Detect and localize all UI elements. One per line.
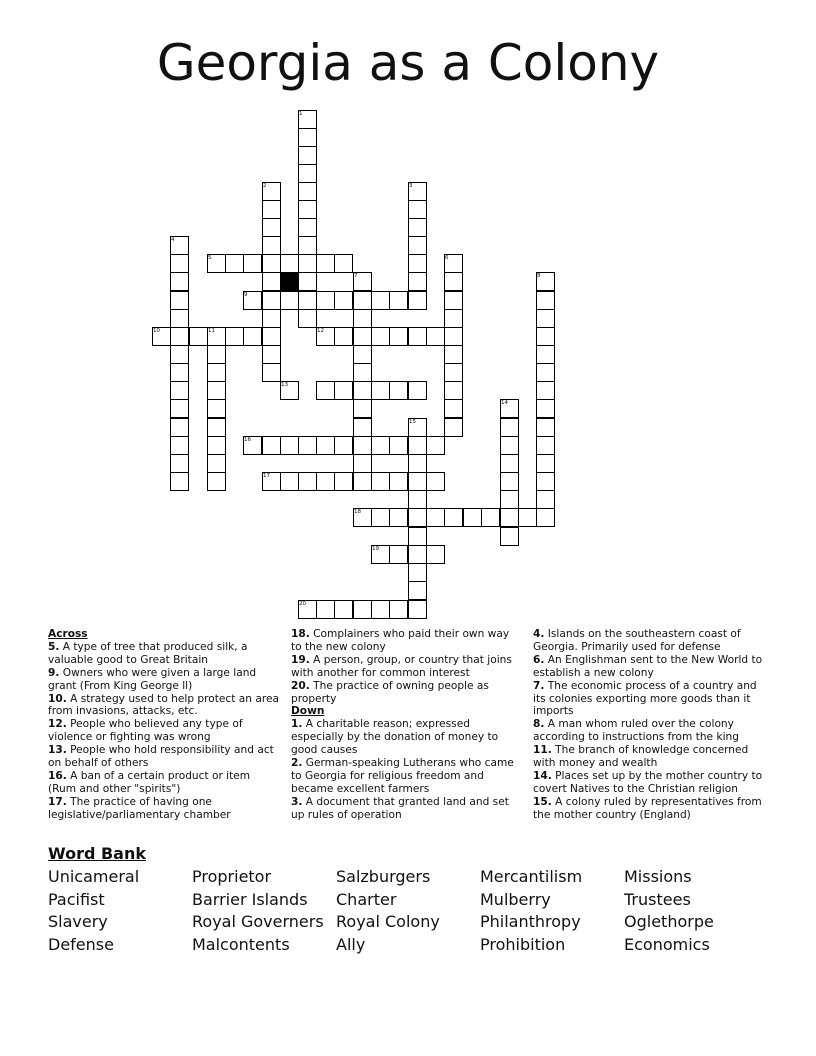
grid-cell[interactable] xyxy=(500,527,519,546)
word-bank-item: Pacifist xyxy=(48,889,105,909)
clue-item-text: An Englishman sent to the New World to establish a new colony xyxy=(533,653,763,679)
grid-cell[interactable] xyxy=(262,272,281,291)
grid-cell[interactable] xyxy=(536,291,555,310)
grid-cell[interactable] xyxy=(225,254,244,273)
clue-item-number: 9. xyxy=(48,666,60,679)
grid-cell[interactable] xyxy=(353,345,372,364)
grid-cell[interactable] xyxy=(280,472,299,491)
clue-item-number: 19. xyxy=(291,653,310,666)
clue-item-number: 1. xyxy=(291,718,303,731)
clue-item xyxy=(291,680,523,706)
grid-cell[interactable] xyxy=(170,454,189,473)
word-bank-item: Ally xyxy=(336,935,366,955)
clue-number: 18 xyxy=(354,508,361,515)
grid-cell[interactable] xyxy=(408,527,427,546)
grid-cell[interactable] xyxy=(444,291,463,310)
word-bank-item: Mercantilism xyxy=(480,867,583,886)
grid-cell[interactable] xyxy=(170,291,189,310)
word-bank-item: Missions xyxy=(624,867,692,886)
clue-item-text: Places set up by the mother country to covert Natives to the Christian religion xyxy=(533,769,763,795)
word-bank-item: Trustees xyxy=(624,889,691,909)
grid-cell[interactable] xyxy=(262,345,281,364)
grid-cell[interactable] xyxy=(298,146,317,165)
grid-cell[interactable] xyxy=(444,327,463,346)
grid-cell[interactable] xyxy=(408,472,427,491)
grid-cell[interactable] xyxy=(389,508,408,527)
grid-cell[interactable] xyxy=(280,254,299,273)
word-bank-item: Proprietor xyxy=(192,867,272,886)
clue-item-number: 16. xyxy=(48,769,67,782)
grid-cell[interactable] xyxy=(353,399,372,418)
grid-cell[interactable] xyxy=(316,472,335,491)
grid-cell[interactable] xyxy=(334,381,353,400)
grid-cell[interactable] xyxy=(334,472,353,491)
grid-cell[interactable] xyxy=(463,508,482,527)
clue-item-text: The practice of having one legislative/parliamentary chamber xyxy=(48,795,231,821)
grid-cell[interactable] xyxy=(408,545,427,564)
grid-cell[interactable] xyxy=(353,600,372,619)
clue-item-number: 6. xyxy=(533,653,545,666)
grid-cell[interactable] xyxy=(316,381,335,400)
clue-number: 8 xyxy=(537,272,541,279)
grid-cell[interactable] xyxy=(316,254,335,273)
clue-item-number: 2. xyxy=(291,757,303,770)
word-bank xyxy=(48,866,788,957)
grid-cell[interactable] xyxy=(371,600,390,619)
clue-item xyxy=(291,757,523,796)
clue-item xyxy=(48,693,280,719)
grid-cell[interactable] xyxy=(536,327,555,346)
word-bank-item: Prohibition xyxy=(480,935,566,955)
clue-item xyxy=(533,770,769,796)
clues-column-2 xyxy=(291,628,523,822)
clue-item-text: Islands on the southeastern coast of Georgia. Primarily used for defense xyxy=(533,628,741,653)
clue-item xyxy=(291,654,523,680)
grid-cell[interactable] xyxy=(408,200,427,219)
grid-cell[interactable] xyxy=(408,490,427,509)
grid-cell[interactable] xyxy=(536,381,555,400)
grid-cell[interactable] xyxy=(444,309,463,328)
clue-item-text: The practice of owning people as property xyxy=(291,679,489,705)
word-bank-item: Philanthropy xyxy=(480,912,581,932)
grid-cell[interactable] xyxy=(371,508,390,527)
clue-number: 3 xyxy=(409,182,413,189)
grid-cell[interactable] xyxy=(426,545,445,564)
clue-number: 5 xyxy=(208,254,212,261)
clue-item-number: 3. xyxy=(291,795,303,808)
grid-cell[interactable] xyxy=(426,508,445,527)
grid-cell[interactable] xyxy=(389,436,408,455)
grid-cell[interactable] xyxy=(262,254,281,273)
grid-cell[interactable] xyxy=(243,327,262,346)
clue-number: 2 xyxy=(263,182,267,189)
grid-cell[interactable] xyxy=(262,291,281,310)
grid-cell[interactable] xyxy=(389,291,408,310)
grid-cell[interactable] xyxy=(389,472,408,491)
clue-number: 10 xyxy=(153,327,160,334)
clue-item xyxy=(533,628,769,654)
grid-cell[interactable] xyxy=(536,508,555,527)
grid-cell[interactable] xyxy=(536,345,555,364)
clue-number: 14 xyxy=(501,399,508,406)
grid-cell[interactable] xyxy=(500,472,519,491)
grid-cell[interactable] xyxy=(280,291,299,310)
grid-cell[interactable] xyxy=(316,600,335,619)
grid-block xyxy=(280,272,299,291)
clue-item-number: 18. xyxy=(291,628,310,640)
grid-cell[interactable] xyxy=(170,381,189,400)
clue-item-text: A man whom ruled over the colony according to instructions from the king xyxy=(533,718,739,744)
clue-item-number: 20. xyxy=(291,679,310,692)
clue-item xyxy=(48,796,280,822)
clue-number: 13 xyxy=(281,381,288,388)
grid-cell[interactable] xyxy=(243,254,262,273)
clue-item xyxy=(48,718,280,744)
grid-cell[interactable] xyxy=(280,436,299,455)
clue-item-number: 14. xyxy=(533,769,552,782)
clue-item-number: 10. xyxy=(48,692,67,705)
grid-cell[interactable] xyxy=(500,490,519,509)
grid-cell[interactable] xyxy=(408,381,427,400)
clue-item xyxy=(48,667,280,693)
word-bank-item: Unicameral xyxy=(48,867,140,886)
clue-item xyxy=(291,718,523,757)
clue-number: 7 xyxy=(354,272,358,279)
grid-cell[interactable] xyxy=(408,327,427,346)
word-bank-item: Charter xyxy=(336,889,397,909)
grid-cell[interactable] xyxy=(353,327,372,346)
grid-cell[interactable] xyxy=(536,472,555,491)
grid-cell[interactable] xyxy=(262,309,281,328)
clue-item-text: A charitable reason; expressed especially by the donation of money to good causes xyxy=(291,718,499,757)
word-bank-item: Royal Governers xyxy=(192,912,324,932)
grid-cell[interactable] xyxy=(262,236,281,255)
grid-cell[interactable] xyxy=(207,418,226,437)
grid-cell[interactable] xyxy=(170,272,189,291)
grid-cell[interactable] xyxy=(536,490,555,509)
grid-cell[interactable] xyxy=(170,472,189,491)
grid-cell[interactable] xyxy=(353,454,372,473)
clue-item-text: The economic process of a country and its colonies exporting more goods than it imports xyxy=(533,679,757,718)
grid-cell[interactable] xyxy=(170,418,189,437)
clue-item-number: 8. xyxy=(533,718,545,731)
grid-cell[interactable] xyxy=(298,309,317,328)
grid-cell[interactable] xyxy=(500,418,519,437)
grid-cell[interactable] xyxy=(371,381,390,400)
grid-cell[interactable] xyxy=(170,327,189,346)
clue-item-text: People who believed any type of violence or fighting was wrong xyxy=(48,718,243,744)
clue-item-number: 7. xyxy=(533,679,545,692)
clue-item xyxy=(533,680,769,719)
grid-cell[interactable] xyxy=(316,436,335,455)
grid-cell[interactable] xyxy=(207,436,226,455)
grid-cell[interactable] xyxy=(353,363,372,382)
grid-cell[interactable] xyxy=(444,508,463,527)
grid-cell[interactable] xyxy=(408,508,427,527)
grid-cell[interactable] xyxy=(536,363,555,382)
grid-cell[interactable] xyxy=(298,200,317,219)
down-header: Down xyxy=(291,705,325,718)
clue-item xyxy=(48,744,280,770)
clue-item-number: 15. xyxy=(533,795,552,808)
grid-cell[interactable] xyxy=(170,345,189,364)
word-bank-item: Barrier Islands xyxy=(192,889,308,909)
clues-column-1 xyxy=(48,628,280,822)
grid-cell[interactable] xyxy=(353,472,372,491)
grid-cell[interactable] xyxy=(444,272,463,291)
clue-item xyxy=(291,628,523,654)
grid-cell[interactable] xyxy=(426,472,445,491)
grid-cell[interactable] xyxy=(536,454,555,473)
grid-cell[interactable] xyxy=(207,345,226,364)
grid-cell[interactable] xyxy=(298,436,317,455)
clue-number: 17 xyxy=(263,472,270,479)
grid-cell[interactable] xyxy=(225,327,244,346)
grid-cell[interactable] xyxy=(170,254,189,273)
grid-cell[interactable] xyxy=(298,182,317,201)
page-title: Georgia as a Colony xyxy=(156,34,660,92)
grid-cell[interactable] xyxy=(408,272,427,291)
word-bank-item: Slavery xyxy=(48,912,108,932)
grid-cell[interactable] xyxy=(389,600,408,619)
grid-cell[interactable] xyxy=(536,436,555,455)
clue-item-number: 5. xyxy=(48,640,60,653)
grid-cell[interactable] xyxy=(481,508,500,527)
clue-item xyxy=(533,654,769,680)
grid-cell[interactable] xyxy=(334,327,353,346)
word-bank-item: Mulberry xyxy=(480,889,551,909)
clue-number: 9 xyxy=(244,291,248,298)
word-bank-item: Malcontents xyxy=(192,935,290,955)
clue-item-text: German-speaking Lutherans who came to Georgia for religious freedom and became excellent farmers xyxy=(291,757,514,795)
word-bank-item: Oglethorpe xyxy=(624,912,714,932)
clue-item-number: 17. xyxy=(48,795,67,808)
across-header: Across xyxy=(48,628,88,640)
grid-cell[interactable] xyxy=(207,363,226,382)
grid-cell[interactable] xyxy=(170,436,189,455)
grid-cell[interactable] xyxy=(170,309,189,328)
grid-cell[interactable] xyxy=(353,418,372,437)
clue-item-text: Complainers who paid their own way to the new colony xyxy=(291,628,510,653)
grid-cell[interactable] xyxy=(298,472,317,491)
clue-item-text: A colony ruled by representatives from the mother country (England) xyxy=(533,795,762,821)
grid-cell[interactable] xyxy=(444,345,463,364)
clue-item xyxy=(533,744,769,770)
clue-item-text: A type of tree that produced silk, a valuable good to Great Britain xyxy=(48,640,248,666)
grid-cell[interactable] xyxy=(298,128,317,147)
grid-cell[interactable] xyxy=(262,436,281,455)
clue-number: 4 xyxy=(171,236,175,243)
grid-cell[interactable] xyxy=(298,164,317,183)
clue-item xyxy=(533,718,769,744)
grid-cell[interactable] xyxy=(500,454,519,473)
grid-cell[interactable] xyxy=(262,327,281,346)
grid-cell[interactable] xyxy=(371,436,390,455)
clue-number: 1 xyxy=(299,110,303,117)
grid-cell[interactable] xyxy=(371,327,390,346)
clue-number: 19 xyxy=(372,545,379,552)
grid-cell[interactable] xyxy=(408,236,427,255)
clue-item-text: People who hold responsibility and act on behalf of others xyxy=(48,744,274,770)
grid-cell[interactable] xyxy=(408,218,427,237)
grid-cell[interactable] xyxy=(408,581,427,600)
clue-item xyxy=(48,770,280,796)
grid-cell[interactable] xyxy=(170,363,189,382)
grid-cell[interactable] xyxy=(444,418,463,437)
clue-item-text: The branch of knowledge concerned with money and wealth xyxy=(533,744,749,770)
grid-cell[interactable] xyxy=(536,309,555,328)
clue-item-text: A person, group, or country that joins with another for common interest xyxy=(291,653,512,679)
grid-cell[interactable] xyxy=(207,399,226,418)
grid-cell[interactable] xyxy=(444,363,463,382)
grid-cell[interactable] xyxy=(353,291,372,310)
grid-cell[interactable] xyxy=(298,254,317,273)
grid-cell[interactable] xyxy=(262,200,281,219)
grid-cell[interactable] xyxy=(334,291,353,310)
clue-number: 16 xyxy=(244,436,251,443)
grid-cell[interactable] xyxy=(408,436,427,455)
clue-item-number: 11. xyxy=(533,744,552,757)
clue-number: 20 xyxy=(299,600,306,607)
grid-cell[interactable] xyxy=(426,327,445,346)
grid-cell[interactable] xyxy=(207,381,226,400)
grid-cell[interactable] xyxy=(353,381,372,400)
grid-cell[interactable] xyxy=(334,254,353,273)
word-bank-item: Salzburgers xyxy=(336,867,431,886)
grid-cell[interactable] xyxy=(262,218,281,237)
grid-cell[interactable] xyxy=(426,436,445,455)
clue-number: 6 xyxy=(445,254,449,261)
clue-number: 15 xyxy=(409,418,416,425)
grid-cell[interactable] xyxy=(298,291,317,310)
grid-cell[interactable] xyxy=(353,309,372,328)
clue-item xyxy=(48,641,280,667)
grid-cell[interactable] xyxy=(316,291,335,310)
grid-cell[interactable] xyxy=(444,399,463,418)
grid-cell[interactable] xyxy=(536,418,555,437)
grid-cell[interactable] xyxy=(389,327,408,346)
clue-item-number: 12. xyxy=(48,718,67,731)
grid-cell[interactable] xyxy=(189,327,208,346)
clue-item-text: Owners who were given a large land grant (From King George ll) xyxy=(48,666,257,692)
grid-cell[interactable] xyxy=(334,436,353,455)
clue-item xyxy=(291,796,523,822)
grid-cell[interactable] xyxy=(389,381,408,400)
clue-item-text: A ban of a certain product or item (Rum and other "spirits") xyxy=(48,769,251,795)
word-bank-item: Defense xyxy=(48,935,114,955)
grid-cell[interactable] xyxy=(371,291,390,310)
grid-cell[interactable] xyxy=(207,472,226,491)
clue-item-text: A document that granted land and set up rules of operation xyxy=(291,795,509,821)
grid-cell[interactable] xyxy=(408,254,427,273)
grid-cell[interactable] xyxy=(500,508,519,527)
grid-cell[interactable] xyxy=(500,436,519,455)
clue-number: 11 xyxy=(208,327,215,334)
grid-cell[interactable] xyxy=(353,436,372,455)
grid-cell[interactable] xyxy=(298,236,317,255)
grid-cell[interactable] xyxy=(518,508,537,527)
grid-cell[interactable] xyxy=(408,600,427,619)
grid-cell[interactable] xyxy=(408,454,427,473)
grid-cell[interactable] xyxy=(389,545,408,564)
clue-item-number: 4. xyxy=(533,628,545,640)
clues-column-3 xyxy=(533,628,769,822)
clue-item-text: A strategy used to help protect an area from invasions, attacks, etc. xyxy=(48,692,279,718)
word-bank-item: Royal Colony xyxy=(336,912,440,932)
word-bank-item: Economics xyxy=(624,935,710,955)
clue-item xyxy=(533,796,769,822)
grid-cell[interactable] xyxy=(170,399,189,418)
grid-cell[interactable] xyxy=(207,454,226,473)
grid-cell[interactable] xyxy=(408,563,427,582)
grid-cell[interactable] xyxy=(371,472,390,491)
grid-cell[interactable] xyxy=(298,272,317,291)
grid-cell[interactable] xyxy=(262,363,281,382)
clue-item-number: 13. xyxy=(48,744,67,757)
clue-number: 12 xyxy=(317,327,324,334)
grid-cell[interactable] xyxy=(408,291,427,310)
grid-cell[interactable] xyxy=(298,218,317,237)
grid-cell[interactable] xyxy=(444,381,463,400)
grid-cell[interactable] xyxy=(334,600,353,619)
grid-cell[interactable] xyxy=(536,399,555,418)
word-bank-title: Word Bank xyxy=(48,844,147,863)
